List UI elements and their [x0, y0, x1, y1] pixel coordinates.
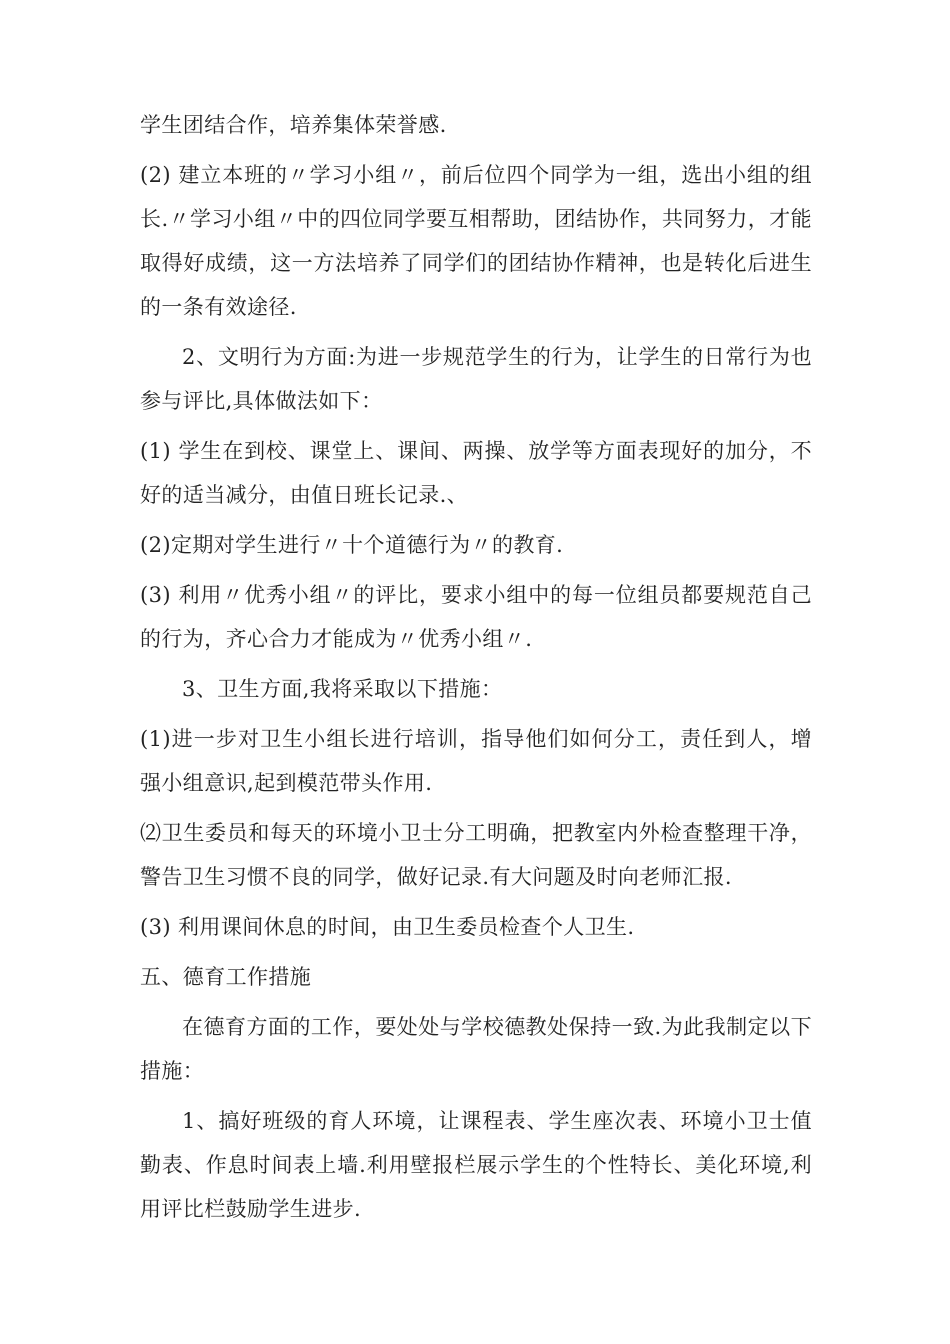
paragraph-1: 学生团结合作，培养集体荣誉感. [140, 113, 447, 137]
paragraph-13: 1、搞好班级的育人环境，让课程表、学生座次表、环境小卫士值勤表、作息时间表上墙.利用壁报栏展示学生的个性特长、美化环境,利用评比栏鼓励学生进步. [140, 1109, 812, 1221]
section-heading: 五、德育工作措施 [140, 965, 312, 989]
paragraph-10: (3) 利用课间休息的时间，由卫生委员检查个人卫生. [140, 915, 635, 939]
paragraph-12: 在德育方面的工作，要处处与学校德教处保持一致.为此我制定以下措施： [140, 1015, 812, 1083]
paragraph-4: (1) 学生在到校、课堂上、课间、两操、放学等方面表现好的加分，不好的适当减分，由值日班长记录.、 [140, 439, 812, 507]
paragraph-5: (2)定期对学生进行〃十个道德行为〃的教育. [140, 533, 564, 557]
document-body [140, 103, 812, 1231]
paragraph-7: 3、卫生方面,我将采取以下措施： [182, 677, 503, 701]
paragraph-8: (1)进一步对卫生小组长进行培训，指导他们如何分工，责任到人，增强小组意识,起到模范带头作用. [140, 727, 812, 795]
paragraph-3: 2、文明行为方面:为进一步规范学生的行为，让学生的日常行为也参与评比,具体做法如下： [140, 345, 812, 413]
paragraph-2: (2) 建立本班的〃学习小组〃，前后位四个同学为一组，选出小组的组长.〃学习小组〃中的四位同学要互相帮助，团结协作，共同努力，才能取得好成绩，这一方法培养了同学们的团结协作精神，也是转化后进生的一条有效途径. [140, 163, 812, 319]
paragraph-9: ⑵卫生委员和每天的环境小卫士分工明确，把教室内外检查整理干净，警告卫生习惯不良的同学，做好记录.有大问题及时向老师汇报. [140, 821, 812, 889]
paragraph-6: (3) 利用〃优秀小组〃的评比，要求小组中的每一位组员都要规范自己的行为，齐心合力才能成为〃优秀小组〃. [140, 583, 812, 651]
